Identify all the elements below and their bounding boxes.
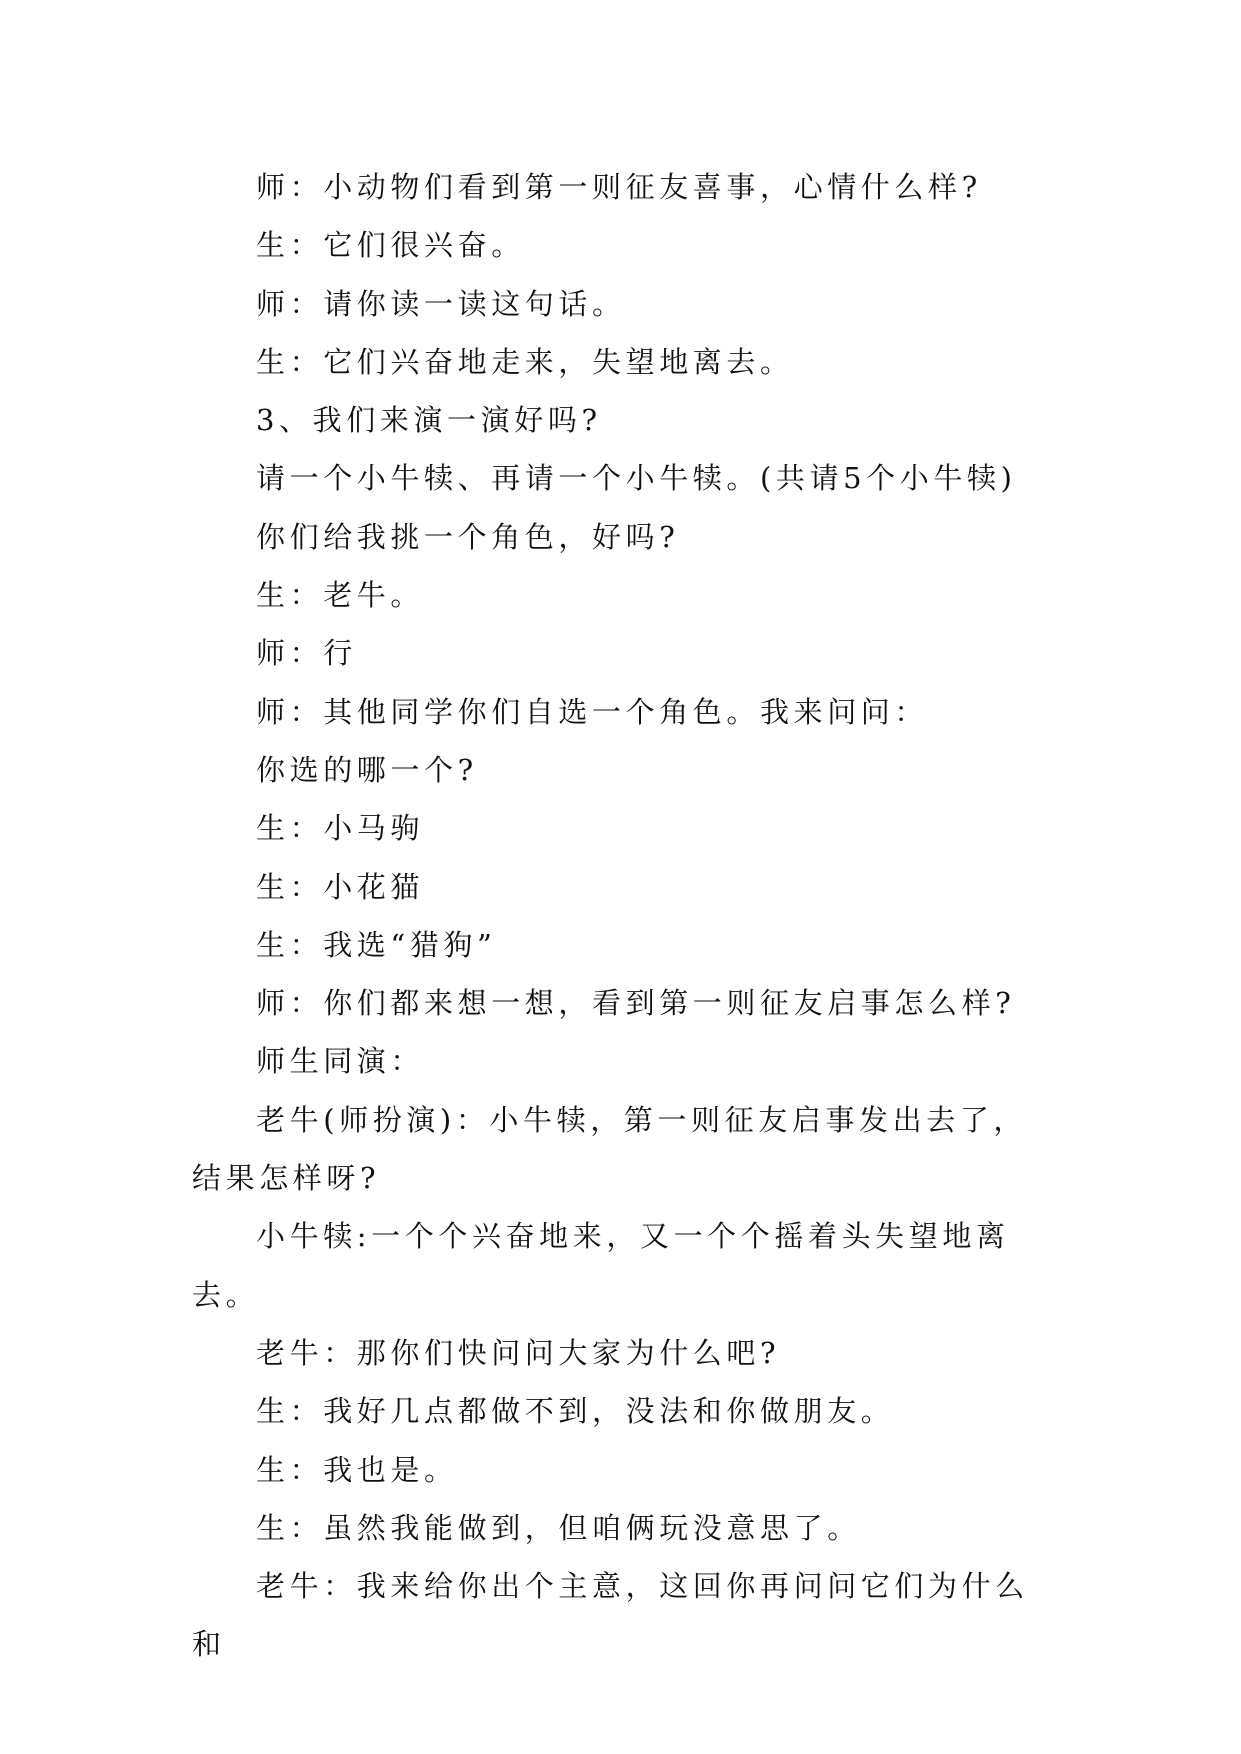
paragraph: 生：我选“猎狗” [256, 927, 497, 962]
paragraph: 请一个小牛犊、再请一个小牛犊。(共请5个小牛犊) [256, 461, 1017, 496]
paragraph: 师：请你读一读这句话。 [256, 286, 626, 321]
paragraph: 生：它们兴奋地走来，失望地离去。 [256, 344, 794, 379]
paragraph: 老牛(师扮演)：小牛犊，第一则征友启事发出去了，结果怎样呀? [192, 1102, 1028, 1196]
paragraph: 老牛：我来给你出个主意，这回你再问问它们为什么和 [192, 1569, 1029, 1662]
paragraph: 老牛：那你们快问问大家为什么吧? [256, 1335, 781, 1370]
paragraph: 师：行 [256, 636, 357, 671]
paragraph: 3、我们来演一演好吗? [256, 403, 602, 438]
paragraph: 师：你们都来想一想，看到第一则征友启事怎么样? [256, 986, 1016, 1021]
paragraph: 你们给我挑一个角色，好吗? [256, 519, 680, 554]
paragraph: 小牛犊:一个个兴奋地来，又一个个摇着头失望地离去。 [192, 1219, 1010, 1312]
document-body [192, 158, 1052, 1674]
paragraph: 生：它们很兴奋。 [256, 228, 525, 263]
paragraph: 你选的哪一个? [256, 752, 478, 787]
paragraph: 生：虽然我能做到，但咱俩玩没意思了。 [256, 1510, 861, 1545]
paragraph: 生：小花猫 [256, 869, 425, 904]
paragraph: 师生同演： [256, 1044, 425, 1079]
paragraph: 生：老牛。 [256, 578, 425, 613]
paragraph: 师：小动物们看到第一则征友喜事，心情什么样? [256, 170, 982, 204]
paragraph: 师：其他同学你们自选一个角色。我来问问： [256, 694, 929, 729]
paragraph: 生：我好几点都做不到，没法和你做朋友。 [256, 1394, 895, 1429]
paragraph: 生：小马驹 [256, 811, 425, 846]
paragraph: 生：我也是。 [256, 1452, 458, 1487]
